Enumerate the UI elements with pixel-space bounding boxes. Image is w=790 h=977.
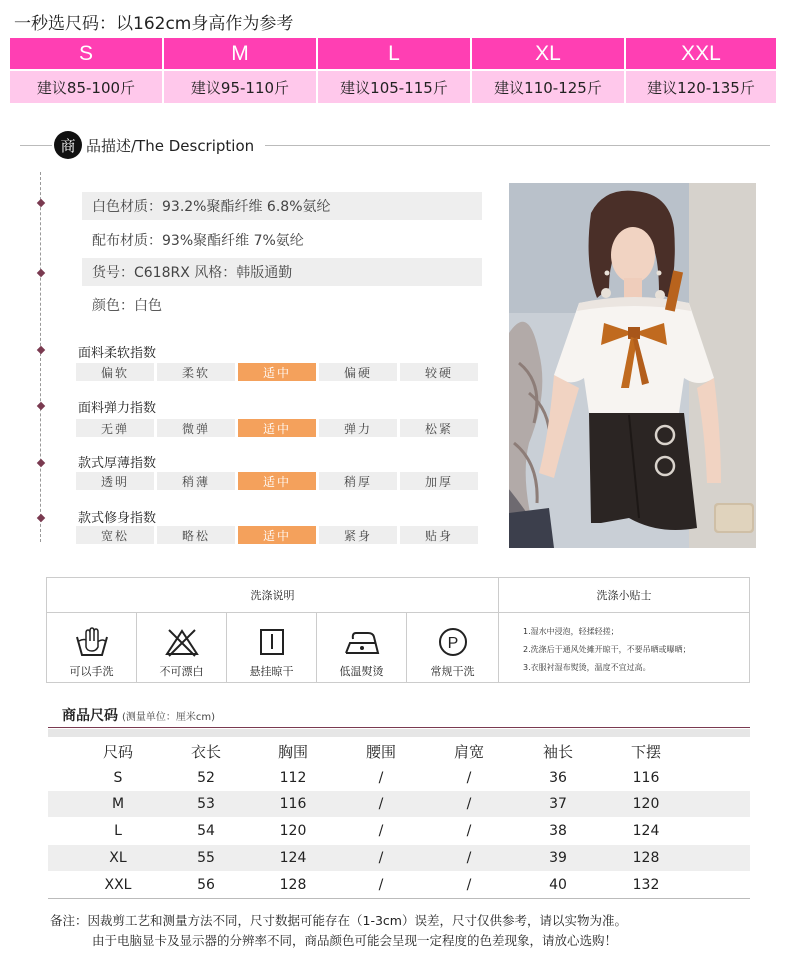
attribute-color: 颜色：白色	[92, 298, 162, 314]
table-header-cell: 尺码	[102, 742, 133, 761]
spec-bar	[48, 729, 750, 737]
table-cell: S	[113, 770, 123, 786]
timeline-dot	[37, 346, 45, 354]
index-option-selected: 适中	[238, 363, 316, 381]
size-header: XL	[472, 38, 624, 69]
care-label: 低温熨烫	[339, 665, 384, 678]
size-guide-title: 一秒选尺码：以162cm身高作为参考	[14, 14, 294, 34]
dry-clean-icon	[435, 627, 471, 657]
index-option: 柔软	[157, 363, 235, 381]
table-cell: 40	[549, 877, 567, 893]
size-weight: 建议110-125斤	[472, 71, 624, 103]
table-cell: 36	[549, 770, 567, 786]
care-item-hang-dry	[227, 613, 317, 682]
no-bleach-icon	[164, 627, 200, 657]
attribute-white-material: 白色材质：93.2%聚酯纤维 6.8%氨纶	[82, 192, 482, 220]
care-label: 不可漂白	[159, 665, 204, 678]
table-cell: 54	[197, 823, 215, 839]
table-header-cell: 肩宽	[453, 742, 484, 761]
table-cell: /	[378, 877, 384, 893]
divider	[265, 145, 770, 146]
divider	[48, 727, 750, 728]
table-cell: 124	[632, 823, 660, 839]
table-cell: /	[378, 796, 384, 812]
index-option: 贴身	[400, 526, 478, 544]
size-header: L	[318, 38, 470, 69]
index-option: 宽松	[76, 526, 154, 544]
index-option-selected: 适中	[238, 419, 316, 437]
care-label: 常规干洗	[430, 665, 475, 678]
washing-tip: 1.湿水中浸泡，轻揉轻搓；	[523, 627, 619, 636]
timeline-dot	[37, 402, 45, 410]
timeline-dot	[37, 269, 45, 277]
care-item-low-iron	[317, 613, 407, 682]
table-cell: /	[466, 770, 472, 786]
table-cell: 39	[549, 850, 567, 866]
table-header-row	[48, 738, 750, 764]
dry-clean-symbol: P	[447, 635, 458, 652]
index-option: 松紧	[400, 419, 478, 437]
hand-wash-icon	[74, 627, 110, 657]
table-header-cell: 胸围	[277, 742, 308, 761]
care-item-hand-wash	[47, 613, 137, 682]
index-title: 面料弹力指数	[78, 401, 157, 416]
care-label: 可以手洗	[69, 665, 114, 678]
index-title: 款式修身指数	[78, 511, 157, 526]
table-cell: 52	[197, 770, 215, 786]
table-header-cell: 衣长	[190, 742, 221, 761]
washing-instructions-title: 洗涤说明	[47, 578, 499, 613]
size-weight: 建议95-110斤	[164, 71, 316, 103]
index-option: 紧身	[319, 526, 397, 544]
care-label: 悬挂晾干	[249, 665, 294, 678]
table-cell: 120	[632, 796, 660, 812]
table-header-cell: 下摆	[630, 742, 661, 761]
index-option-selected: 适中	[238, 526, 316, 544]
table-cell: 38	[549, 823, 567, 839]
table-cell: 116	[632, 770, 660, 786]
divider	[48, 898, 750, 899]
table-row	[48, 818, 750, 844]
table-cell: 128	[632, 850, 660, 866]
table-cell: 124	[279, 850, 307, 866]
care-item-dry-clean	[407, 613, 499, 682]
table-cell: 116	[279, 796, 307, 812]
size-header: XXL	[626, 38, 776, 69]
index-option: 微弹	[157, 419, 235, 437]
timeline-dot	[37, 514, 45, 522]
washing-instructions	[46, 577, 750, 683]
index-option-selected: 适中	[238, 472, 316, 490]
table-cell: 112	[279, 770, 307, 786]
description-badge: 商	[54, 131, 82, 159]
table-cell: XL	[109, 850, 127, 866]
table-cell: 37	[549, 796, 567, 812]
table-cell: /	[466, 877, 472, 893]
index-scale	[76, 419, 478, 437]
table-cell: 53	[197, 796, 215, 812]
spec-title-text: 商品尺码	[62, 708, 118, 724]
index-option: 无弹	[76, 419, 154, 437]
table-cell: /	[466, 823, 472, 839]
size-weight: 建议120-135斤	[626, 71, 776, 103]
index-scale	[76, 363, 478, 381]
spec-title	[62, 705, 215, 725]
table-row	[48, 845, 750, 871]
table-row	[48, 791, 750, 817]
note-line-1: 备注：因裁剪工艺和测量方法不同，尺寸数据可能存在（1-3cm）误差，尺寸仅供参考，请以实物为准。	[50, 913, 627, 928]
table-cell: 132	[632, 877, 660, 893]
table-cell: XXL	[104, 877, 132, 893]
table-cell: /	[378, 770, 384, 786]
index-option: 稍厚	[319, 472, 397, 490]
size-header: S	[10, 38, 162, 69]
table-cell: /	[466, 796, 472, 812]
timeline-dot	[37, 459, 45, 467]
washing-tips-title: 洗涤小贴士	[499, 578, 749, 613]
table-cell: /	[378, 823, 384, 839]
size-weight: 建议105-115斤	[318, 71, 470, 103]
table-header-cell: 腰围	[365, 742, 396, 761]
timeline-dot	[37, 199, 45, 207]
washing-tip: 3.衣服衬湿布熨烫，温度不宜过高。	[523, 663, 651, 672]
attribute-item-no-style: 货号：C618RX 风格：韩版通勤	[82, 258, 482, 286]
table-cell: /	[466, 850, 472, 866]
index-title: 款式厚薄指数	[78, 456, 157, 471]
index-option: 偏硬	[319, 363, 397, 381]
index-option: 稍薄	[157, 472, 235, 490]
index-option: 略松	[157, 526, 235, 544]
index-scale	[76, 526, 478, 544]
table-cell: 128	[279, 877, 307, 893]
note-line-2: 由于电脑显卡及显示器的分辨率不同，商品颜色可能会呈现一定程度的色差现象，请放心选购！	[92, 933, 618, 948]
size-guide-grid	[10, 38, 780, 103]
spec-unit: (测量单位：厘米cm)	[122, 712, 216, 723]
table-header-cell: 袖长	[542, 742, 573, 761]
timeline-line	[40, 172, 41, 542]
table-cell: 55	[197, 850, 215, 866]
attribute-lining-material: 配布材质：93%聚酯纤维 7%氨纶	[92, 233, 304, 249]
index-option: 加厚	[400, 472, 478, 490]
size-header: M	[164, 38, 316, 69]
size-weight: 建议85-100斤	[10, 71, 162, 103]
table-row	[48, 872, 750, 898]
index-title: 面料柔软指数	[78, 346, 157, 361]
table-cell: 120	[279, 823, 307, 839]
hang-dry-icon	[254, 627, 290, 657]
table-cell: 56	[197, 877, 215, 893]
product-photo	[509, 183, 756, 548]
description-title: 品描述/The Description	[86, 137, 255, 155]
divider	[20, 145, 52, 146]
index-option: 透明	[76, 472, 154, 490]
care-item-no-bleach	[137, 613, 227, 682]
index-scale	[76, 472, 478, 490]
index-option: 偏软	[76, 363, 154, 381]
table-cell: M	[111, 796, 125, 812]
table-cell: L	[114, 823, 122, 839]
index-option: 弹力	[319, 419, 397, 437]
low-iron-icon	[342, 627, 382, 657]
washing-tip: 2.洗涤后于通风处摊开晾干，不要吊晒或曝晒；	[523, 645, 691, 654]
table-row	[48, 765, 750, 791]
table-cell: /	[378, 850, 384, 866]
index-option: 较硬	[400, 363, 478, 381]
